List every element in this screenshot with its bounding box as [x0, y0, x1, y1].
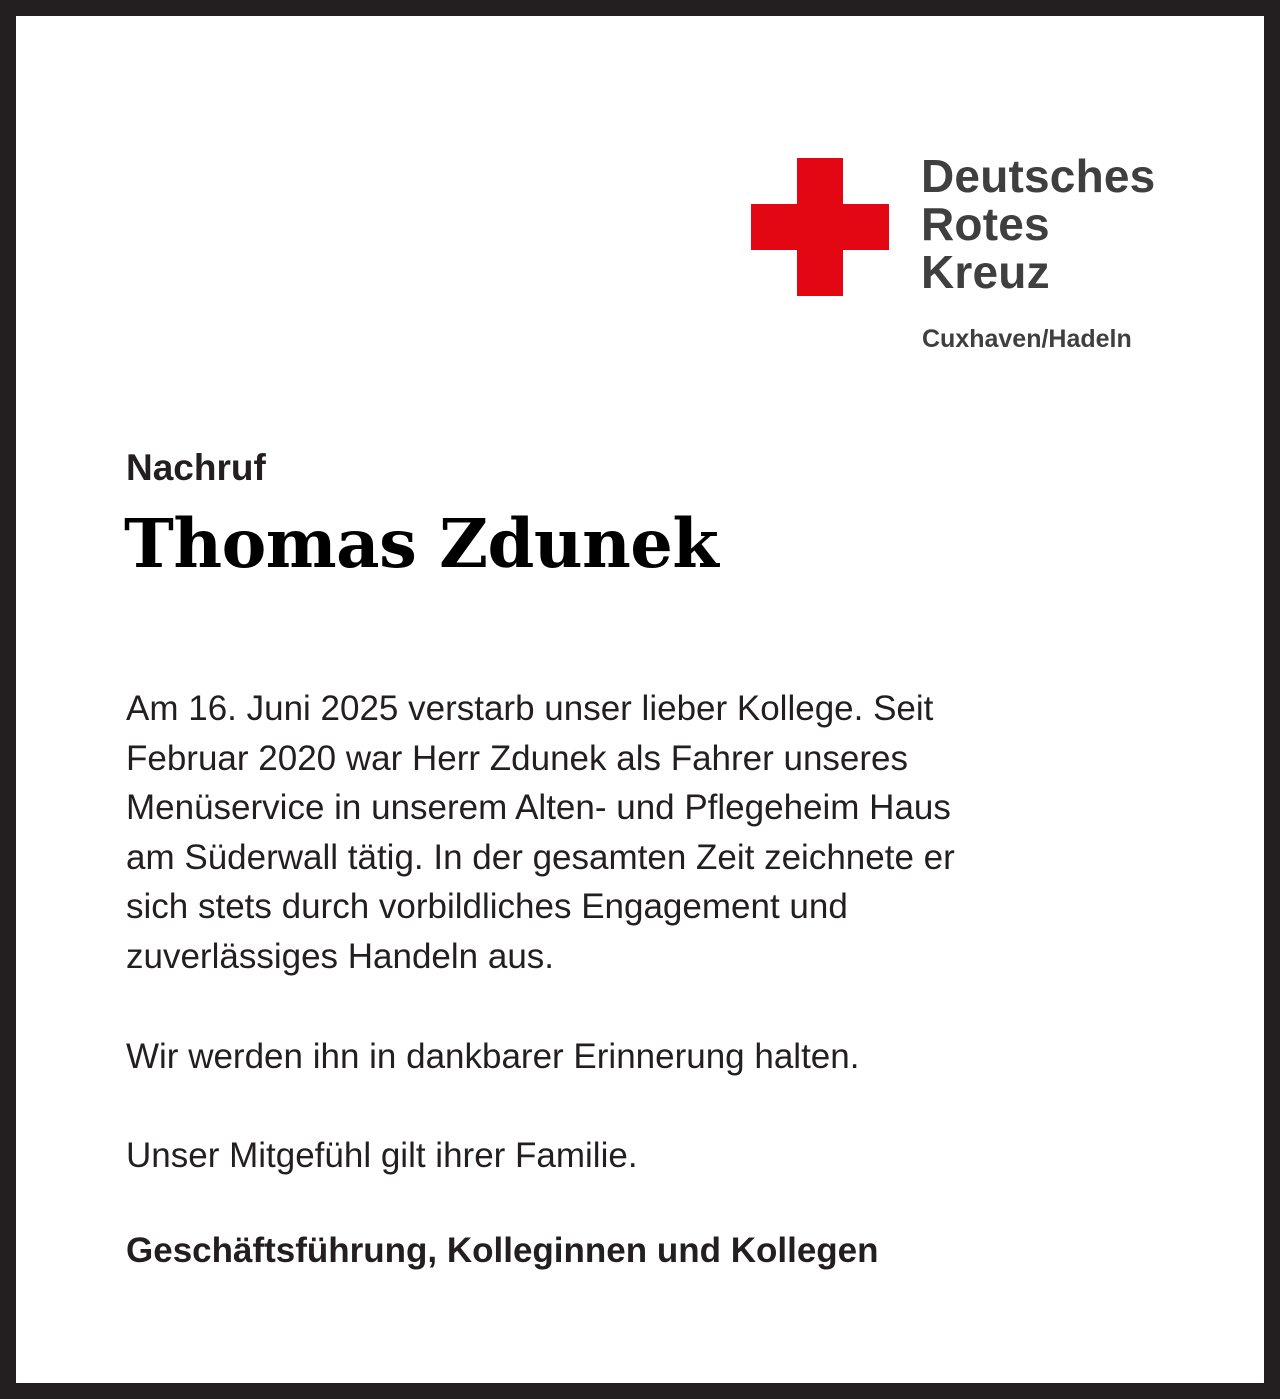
- notice-paragraph-1: [126, 684, 955, 981]
- notice-paragraph-3: Unser Mitgefühl gilt ihrer Familie.: [126, 1136, 638, 1175]
- paragraph-line: zuverlässiges Handeln aus.: [126, 936, 555, 976]
- paragraph-line: Menüservice in unserem Alten- und Pflegeheim Haus: [126, 788, 951, 827]
- logo-name-line-3: Kreuz: [921, 246, 1050, 298]
- notice-signature: Geschäftsführung, Kolleginnen und Kollegen: [126, 1231, 879, 1270]
- paragraph-line: Februar 2020 war Herr Zdunek als Fahrer unseres: [126, 738, 909, 778]
- paragraph-line: am Süderwall tätig. In der gesamten Zeit zeichnete er: [126, 837, 955, 877]
- logo-organisation-name: [921, 152, 1155, 296]
- drk-logo: [750, 150, 1190, 356]
- logo-branch: Cuxhaven/Hadeln: [922, 325, 1132, 353]
- logo-name-line-2: Rotes: [921, 198, 1050, 250]
- paragraph-line: Am 16. Juni 2025 verstarb unser lieber Kollege. Seit: [126, 689, 934, 728]
- paragraph-line: sich stets durch vorbildliches Engagement und: [126, 887, 848, 926]
- notice-paragraph-2: Wir werden ihn in dankbarer Erinnerung halten.: [126, 1037, 860, 1076]
- deceased-name: Thomas Zdunek: [124, 504, 719, 583]
- red-cross-icon-bar: [751, 204, 889, 250]
- notice-kicker: Nachruf: [126, 447, 266, 488]
- logo-name-line-1: Deutsches: [921, 150, 1156, 202]
